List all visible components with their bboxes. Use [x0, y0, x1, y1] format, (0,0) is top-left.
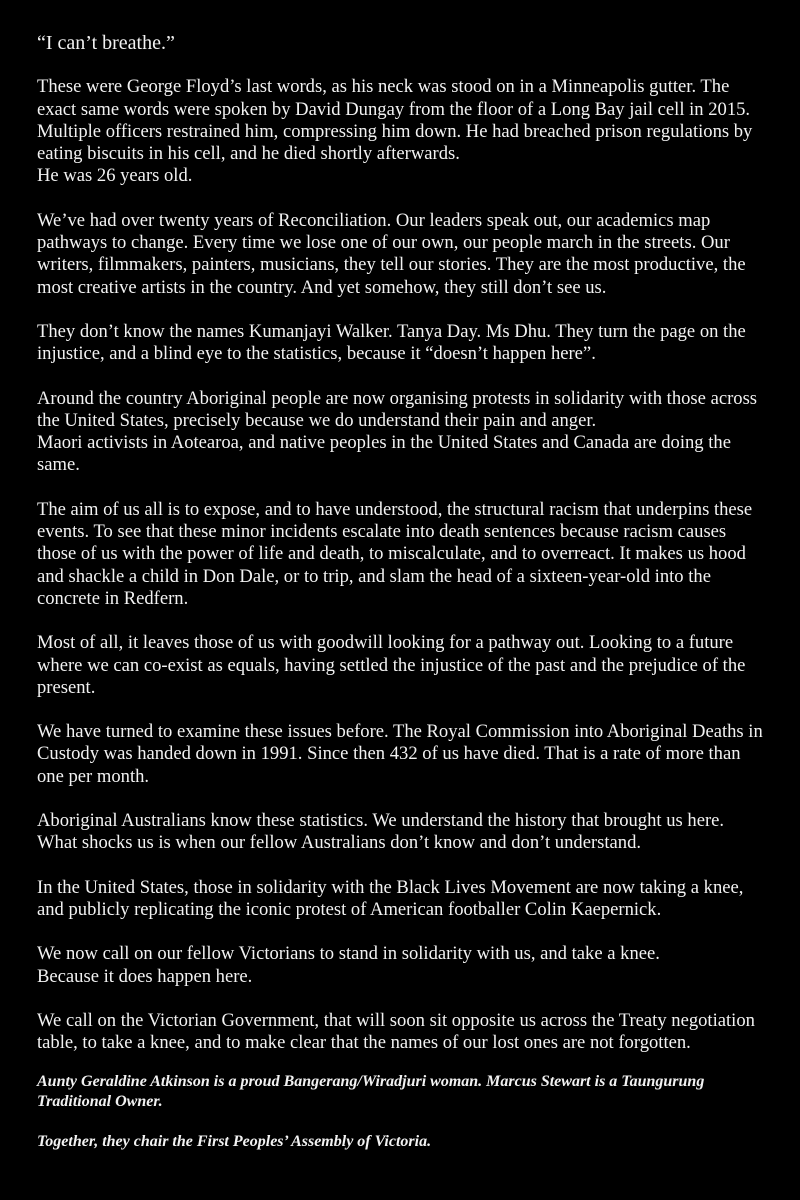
statement-document [37, 32, 767, 1172]
paragraph-call-government: We call on the Victorian Government, that will soon sit opposite us across the Treaty negotiation table, to take a knee, and to make clear that the names of our lost ones are not forgotten. [37, 1009, 755, 1054]
paragraph-george-floyd: These were George Floyd’s last words, as his neck was stood on in a Minneapolis gutter. The exact same words were spoken by David Dungay from the floor of a Long Bay jail cell in 2015. Multiple officers restrained him, compressing him down. He had breached prison regulations by eating biscuits in his cell, and he died shortly afterwards. He was 26 years old. [37, 76, 753, 187]
author-credit: Aunty Geraldine Atkinson is a proud Bangerang/Wiradjuri woman. Marcus Stewart is a Taungurung Traditional Owner. [37, 1073, 705, 1111]
paragraph-structural-racism: The aim of us all is to expose, and to have understood, the structural racism that underpins these events. To see that these minor incidents escalate into death sentences because racism causes those of us with the power of life and death, to miscalculate, and to overreact. It makes us hood and shackle a child in Don Dale, or to trip, and slam the head of a sixteen-year-old into the concrete in Redfern. [37, 498, 753, 609]
paragraph-take-a-knee-us: In the United States, those in solidarity with the Black Lives Movement are now taking a knee, and publicly replicating the iconic protest of American footballer Colin Kaepernick. [37, 876, 744, 920]
paragraph-pathway-out: Most of all, it leaves those of us with goodwill looking for a pathway out. Looking to a future where we can co-exist as equals, having settled the injustice of the past and the prejudice of the present. [37, 632, 746, 698]
opening-quote: “I can’t breathe.” [37, 32, 175, 54]
paragraph-call-victorians: We now call on our fellow Victorians to stand in solidarity with us, and take a knee. Because it does happen here. [37, 943, 660, 987]
paragraph-names: They don’t know the names Kumanjayi Walker. Tanya Day. Ms Dhu. They turn the page on the injustice, and a blind eye to the statistics, because it “doesn’t happen here”. [37, 320, 746, 365]
paragraph-royal-commission: We have turned to examine these issues before. The Royal Commission into Aboriginal Deaths in Custody was handed down in 1991. Since then 432 of us have died. That is a rate of more than one per month. [37, 721, 763, 787]
paragraph-statistics: Aboriginal Australians know these statistics. We understand the history that brought us here. What shocks us is when our fellow Australians don’t know and don’t understand. [37, 810, 725, 854]
assembly-credit: Together, they chair the First Peoples’ Assembly of Victoria. [37, 1133, 432, 1151]
paragraph-protests: Around the country Aboriginal people are now organising protests in solidarity with those across the United States, precisely because we do understand their pain and anger. Maori activists in Aotearoa, and native peoples in the United States and Canada are doing the same. [37, 387, 758, 476]
paragraph-reconciliation: We’ve had over twenty years of Reconciliation. Our leaders speak out, our academics map pathways to change. Every time we lose one of our own, our people march in the streets. Our writers, filmmakers, painters, musicians, they tell our stories. They are the most productive, the most creative artists in the country. And yet somehow, they still don’t see us. [37, 209, 746, 298]
